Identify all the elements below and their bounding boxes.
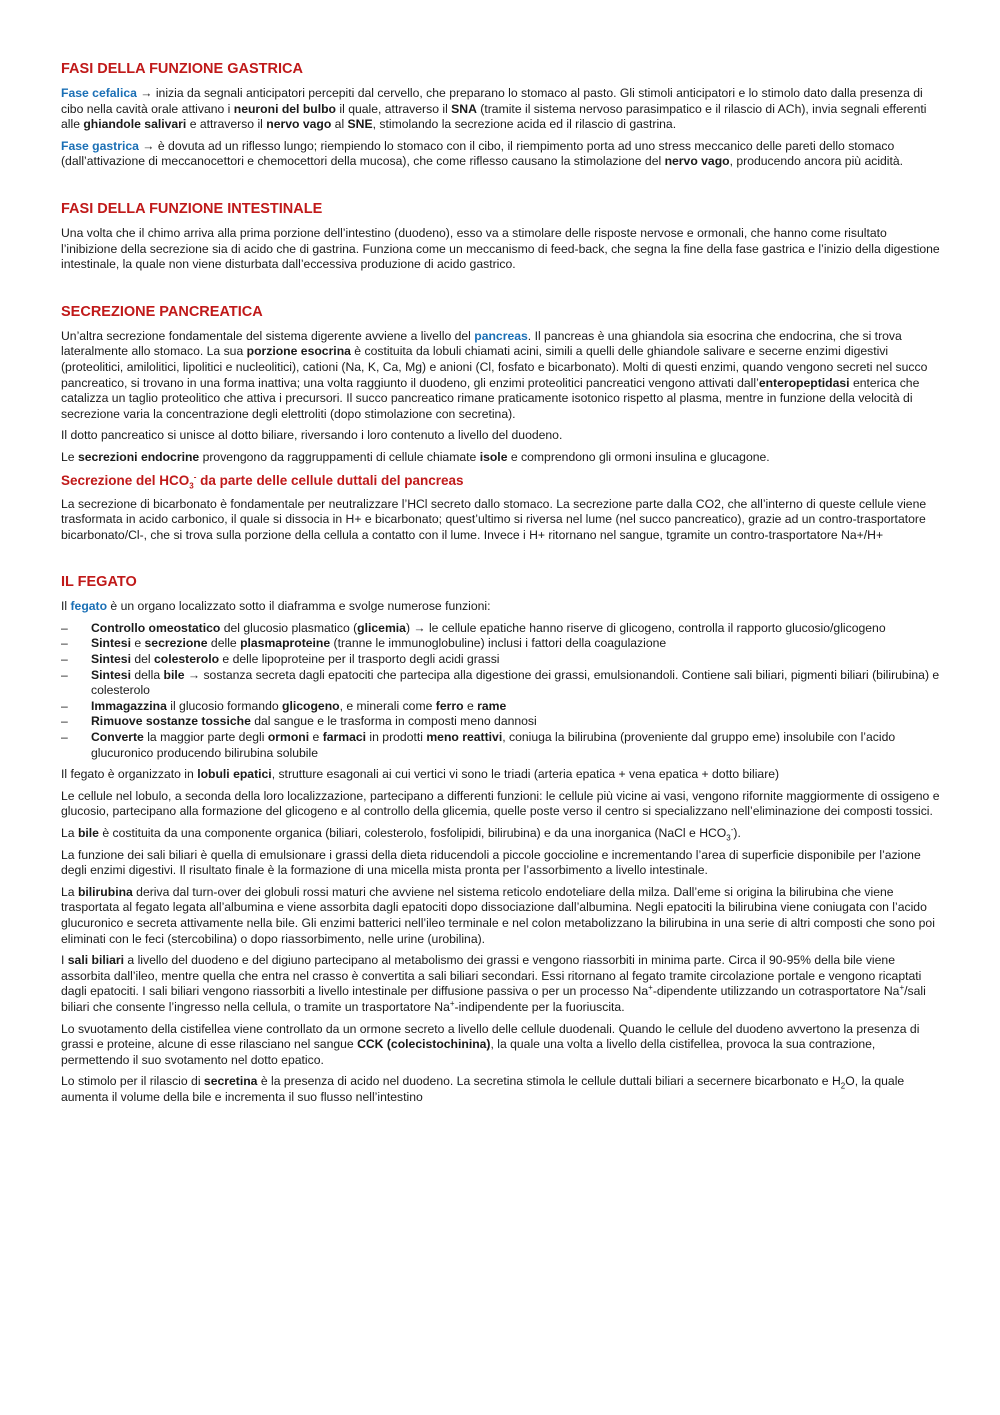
paragraph-secretina xyxy=(61,1074,941,1105)
bold-text: bile → xyxy=(163,667,201,682)
text: (tramite il sistema nervoso parasimpatico e il rilascio di ACh), invia segnali efferenti alle xyxy=(61,101,927,132)
dash-bullet: – xyxy=(61,667,68,682)
section-gastrica xyxy=(61,60,941,170)
list-item xyxy=(61,652,941,668)
bold-text: secrezione xyxy=(144,636,208,651)
bold-text: glicemia xyxy=(357,620,406,635)
text: sostanza secreta dagli epatociti che partecipa alla digestione dei grassi, emulsionandoli. Contiene sali biliari, pigmenti biliari (bilirubina) e colesterolo xyxy=(91,667,940,698)
text: la maggior parte degli xyxy=(143,730,268,745)
list-item xyxy=(61,730,941,761)
dash-bullet: – xyxy=(61,714,68,729)
paragraph-fase-gastrica xyxy=(61,139,941,170)
section-title-gastrica: FASI DELLA FUNZIONE GASTRICA xyxy=(61,61,303,77)
section-intestinale xyxy=(61,200,941,273)
text: , e minerali come xyxy=(339,698,436,713)
bold-text: sali biliari xyxy=(67,953,125,968)
paragraph-cistifellea xyxy=(61,1022,941,1069)
paragraph-cellule-lobulo: Le cellule nel lobulo, a seconda della loro localizzazione, partecipano a differenti funzioni: le cellule più vicine ai vasi, vengono rifornite maggiormente di ossigeno e glucosio, partecipano alla formazione del glicogeno e al controllo della glicemia, quelle poste verso il centro si specializzano nell’eliminazione dei composti tossici. xyxy=(61,788,940,819)
text: Lo stimolo per il rilascio di xyxy=(61,1074,204,1089)
text: La xyxy=(61,826,78,840)
section-pancreatica xyxy=(61,303,941,544)
bold-text: lobuli epatici xyxy=(197,767,272,782)
bold-text: bilirubina xyxy=(77,884,133,899)
text: dal sangue e le trasforma in composti meno dannosi xyxy=(250,714,537,729)
text: e comprendono gli ormoni insulina e glucagone. xyxy=(507,449,770,464)
text: del xyxy=(130,652,155,667)
bold-text: colesterolo xyxy=(154,652,220,667)
section-title-intestinale: FASI DELLA FUNZIONE INTESTINALE xyxy=(61,200,323,217)
list-item xyxy=(61,668,941,699)
paragraph-endocrine xyxy=(61,450,941,466)
section-fegato xyxy=(61,573,941,1105)
dash-bullet: – xyxy=(61,620,68,635)
superscript: + xyxy=(899,983,905,993)
bold-text: bile xyxy=(77,826,99,840)
bold-text: SNA xyxy=(451,101,477,116)
bold-text: porzione esocrina xyxy=(246,344,351,359)
text: (tranne le immunoglobuline) inclusi i fattori della coagulazione xyxy=(330,636,667,651)
text: e xyxy=(309,730,323,745)
text: deriva dal turn-over dei globuli rossi maturi che avviene nel sistema reticolo endoteliare della milza. Dall’eme si origina la bilirubina che viene trasportata al fegato legata all’albumina e viene assorbita dagli epatociti dopo dissociazione dall’albumina. Negli epatociti la bilirubina viene coniugata con l’acido glucuronico e secreta attivamente nella bile. Gli enzimi batterici nell’ileo terminale e nel colon metabolizzano la bilirubina in una serie di altri composti che sono poi eliminati con le feci (stercobilina) o dopo riassorbimento, nelle urine (urobilina). xyxy=(61,884,935,946)
text: provengono da raggruppamenti di cellule chiamate xyxy=(199,449,480,464)
bold-text: CCK (colecistochinina) xyxy=(357,1037,491,1052)
bold-text: meno reattivi xyxy=(426,730,503,745)
bold-text: secrezioni endocrine xyxy=(77,449,200,464)
text: -dipendente utilizzando un cotrasportatore Na xyxy=(652,984,900,999)
bold-text: Sintesi xyxy=(91,636,131,651)
text: il glucosio formando xyxy=(166,698,283,713)
dash-bullet: – xyxy=(61,652,68,667)
text: , coniuga la bilirubina (proveniente dal gruppo eme) insolubile con l’acido glucuronico producendo bilirubina solubile xyxy=(91,730,896,760)
bold-text: rame xyxy=(477,698,507,713)
document-page xyxy=(61,60,941,1112)
bold-text: Controllo omeostatico xyxy=(91,620,221,635)
bold-text: nervo vago xyxy=(664,154,730,169)
text: ) → le cellule epatiche hanno riserve di glicogeno, controlla il rapporto glucosio/glicogeno xyxy=(405,620,886,635)
dash-bullet: – xyxy=(61,698,68,713)
text: in prodotti xyxy=(366,730,427,745)
text: Le xyxy=(61,449,78,464)
paragraph-sali-biliari xyxy=(61,953,941,1015)
text: I xyxy=(61,953,68,968)
list-item xyxy=(61,636,941,652)
text: e attraverso il xyxy=(186,117,267,132)
text: /sali biliari che consente l’ingresso nella cellula, o tramite un trasportatore Na xyxy=(61,984,926,1014)
text: del glucosio plasmatico ( xyxy=(220,620,358,635)
bold-text: isole xyxy=(479,449,508,464)
text: , stimolando la secrezione acida ed il rilascio di gastrina. xyxy=(372,117,677,132)
paragraph-bicarbonato: La secrezione di bicarbonato è fondamentale per neutralizzare l’HCl secreto dallo stomaco. La secrezione parte dalla CO2, che all’interno di queste cellule viene trasformata in acido carbonico, il quale si dissocia in H+ e bicarbonato; quest’ultimo si riversa nel lume (nel succo pancreatico), grazie ad un contro-trasportatore bicarbonato/Cl-, che si trova sulla porzione della cellula a contatto con il lume. Invece i H+ ritornano nel sangue, tgramite un contro-trasportatore Na+/H+ xyxy=(61,496,927,542)
bold-text: ferro xyxy=(435,698,464,713)
paragraph-intestinale: Una volta che il chimo arriva alla prima porzione dell’intestino (duodeno), esso va a stimolare delle risposte nervose e ormonali, che hanno come risultato l’inibizione della secrezione sia di acido che di gastrina. Funziona come un meccanismo di feed-back, che segna la fine della fase gastrica e l’inizio della digestione intestinale, la quale non viene disturbata dall’eccessiva produzione di acido gastrico. xyxy=(61,225,940,272)
section-title-fegato: IL FEGATO xyxy=(61,574,137,591)
text: è un organo localizzato sotto il diaframma e svolge numerose funzioni: xyxy=(107,599,491,614)
text: e xyxy=(130,636,145,651)
text: , producendo ancora più acidità. xyxy=(729,154,904,169)
text: da parte delle cellule duttali del pancreas xyxy=(196,472,464,488)
bold-text: Sintesi xyxy=(91,667,131,682)
text: Un’altra secrezione fondamentale del sistema digerente avviene a livello del xyxy=(61,328,475,343)
text: della xyxy=(130,667,164,682)
keyword-fegato: fegato xyxy=(70,599,108,614)
bold-text: Sintesi xyxy=(91,652,131,667)
paragraph-dotto-pancreatico: Il dotto pancreatico si unisce al dotto biliare, riversando i loro contenuto a livello del duodeno. xyxy=(61,428,563,443)
text: Il xyxy=(61,599,71,614)
text: , strutture esagonali ai cui vertici vi sono le triadi (arteria epatica + vena epatica + dotto biliare) xyxy=(271,767,780,782)
text: Secrezione del HCO xyxy=(61,472,190,488)
text: e xyxy=(463,698,478,713)
bold-text: plasmaproteine xyxy=(240,636,331,651)
list-item xyxy=(61,699,941,715)
bold-text: neuroni del bulbo xyxy=(233,101,336,116)
text: → inizia da segnali anticipatori percepiti dal cervello, che preparano lo stomaco al pasto. Gli stimoli anticipatori e lo stimolo dato dalla presenza di cibo nella cavità orale attivano i xyxy=(61,86,923,116)
bold-text: Converte xyxy=(91,730,144,745)
paragraph-pancreas xyxy=(61,329,941,423)
text: e delle lipoproteine per il trasporto degli acidi grassi xyxy=(219,652,500,667)
subscript: 2 xyxy=(840,1081,846,1091)
dash-bullet: – xyxy=(61,636,68,651)
paragraph-bilirubina xyxy=(61,885,941,947)
keyword-fase-cefalica: Fase cefalica xyxy=(61,86,137,100)
dash-bullet: – xyxy=(61,730,68,745)
bold-text: Rimuove sostanze tossiche xyxy=(91,714,251,729)
text: La xyxy=(61,884,78,899)
paragraph-fegato-intro xyxy=(61,599,941,615)
bold-text: enteropeptidasi xyxy=(758,375,850,390)
list-item xyxy=(61,714,941,730)
paragraph-sali-funzione: La funzione dei sali biliari è quella di emulsionare i grassi della dieta riducendoli a piccole goccioline e incrementando l’area di superficie disponibile per l’azione degli enzimi digestivi. Il risultato finale è la formazione di una micella mista pronta per l’assorbimento a livello intestinale. xyxy=(61,847,921,878)
superscript: + xyxy=(648,983,653,993)
text: . Il pancreas è una ghiandola sia esocrina che endocrina, che si trova lateralmente allo stomaco. La sua xyxy=(61,328,902,359)
bold-text: secretina xyxy=(203,1074,258,1089)
subscript: 3 xyxy=(189,481,194,491)
superscript: + xyxy=(449,998,455,1008)
text: Lo svuotamento della cistifellea viene controllato da un ormone secreto a livello delle cellule duodenali. Quando le cellule del duodeno avvertono la presenza di grassi e proteine, alcune di esse rilasciano nel sangue xyxy=(61,1021,920,1052)
bold-text: ormoni xyxy=(267,730,310,745)
keyword-pancreas: pancreas xyxy=(474,328,528,343)
paragraph-bile xyxy=(61,826,941,842)
text: a livello del duodeno e del digiuno partecipano al metabolismo dei grassi e vengono riassorbiti in minima parte. Circa il 90-95% della bile viene assorbita dall’ileo, mentre quella che entra nel crasso è convertita a sali biliari secondari. Essi ritornano al fegato tramite circolazione portale e vengono ricaptati dagli epatociti. I sali biliari vengono riassorbiti a livello intestinale per diffusione passiva o per un processo Na xyxy=(61,953,922,999)
superscript: - xyxy=(193,472,197,481)
section-title-pancreatica: SECREZIONE PANCREATICA xyxy=(61,303,263,320)
superscript: - xyxy=(730,824,734,834)
text: è costituita da una componente organica (biliari, colesterolo, fosfolipidi, bilirubina) e da una inorganica (NaCl e HCO xyxy=(98,826,727,840)
text: è costituita da lobuli chiamati acini, simili a quelli delle ghiandole salivare e secerne enzimi digestivi (proteolitici, amilolitici, lipolitici e nucleolitici), cationi (Na, K, Ca, Mg) e anioni (Cl, fosfato e bicarbonato). Molti di questi enzimi, quando vengono secreti nel succo pancreatico, si trovano in una forma inattiva; una volta raggiunto il duodeno, gli enzimi proteolitici pancreatici vengono attivati dall’ xyxy=(61,344,928,390)
paragraph-lobuli xyxy=(61,767,941,783)
text: Il fegato è organizzato in xyxy=(61,767,198,782)
list-item xyxy=(61,621,941,637)
keyword-fase-gastrica: Fase gastrica xyxy=(61,138,139,153)
text: , la quale una volta a livello della cistifellea, provoca la sua contrazione, permettendo il suo svotamento nel dotto epatico. xyxy=(61,1037,876,1067)
text: O, la quale aumenta il volume della bile e incrementa il suo flusso nell’intestino xyxy=(61,1074,905,1104)
text: il quale, attraverso il xyxy=(336,101,452,116)
fegato-functions-list xyxy=(61,621,941,761)
text: al xyxy=(331,117,348,132)
bold-text: farmaci xyxy=(322,730,367,745)
subsection-title-hco3 xyxy=(61,472,941,489)
bold-text: nervo vago xyxy=(266,117,332,132)
bold-text: Immagazzina xyxy=(91,698,167,713)
text: ). xyxy=(733,826,741,840)
bold-text: SNE xyxy=(347,117,373,132)
bold-text: glicogeno xyxy=(282,698,340,713)
text: enterica che catalizza un taglio proteolitico che attiva i precursori. Il succo pancreatico rimane praticamente isotonico rispetto al plasma, mentre in funzione della velocità di secrezione varia la concentrazione degli elettroliti (dopo stimolazione con secretina). xyxy=(61,375,920,421)
subscript: 3 xyxy=(726,833,731,843)
text: delle xyxy=(207,636,241,651)
text: → è dovuta ad un riflesso lungo; riempiendo lo stomaco con il cibo, il riempimento porta ad uno stress meccanico delle pareti dello stomaco (dall’attivazione di meccanocettori e chemocettori della mucosa), che come riflesso causano la stimolazione del xyxy=(61,138,895,169)
paragraph-fase-cefalica xyxy=(61,86,941,133)
text: è la presenza di acido nel duodeno. La secretina stimola le cellule duttali biliari a secernere bicarbonato e H xyxy=(257,1074,841,1089)
text: -indipendente per la fuoriuscita. xyxy=(454,999,625,1014)
bold-text: ghiandole salivari xyxy=(83,117,187,132)
